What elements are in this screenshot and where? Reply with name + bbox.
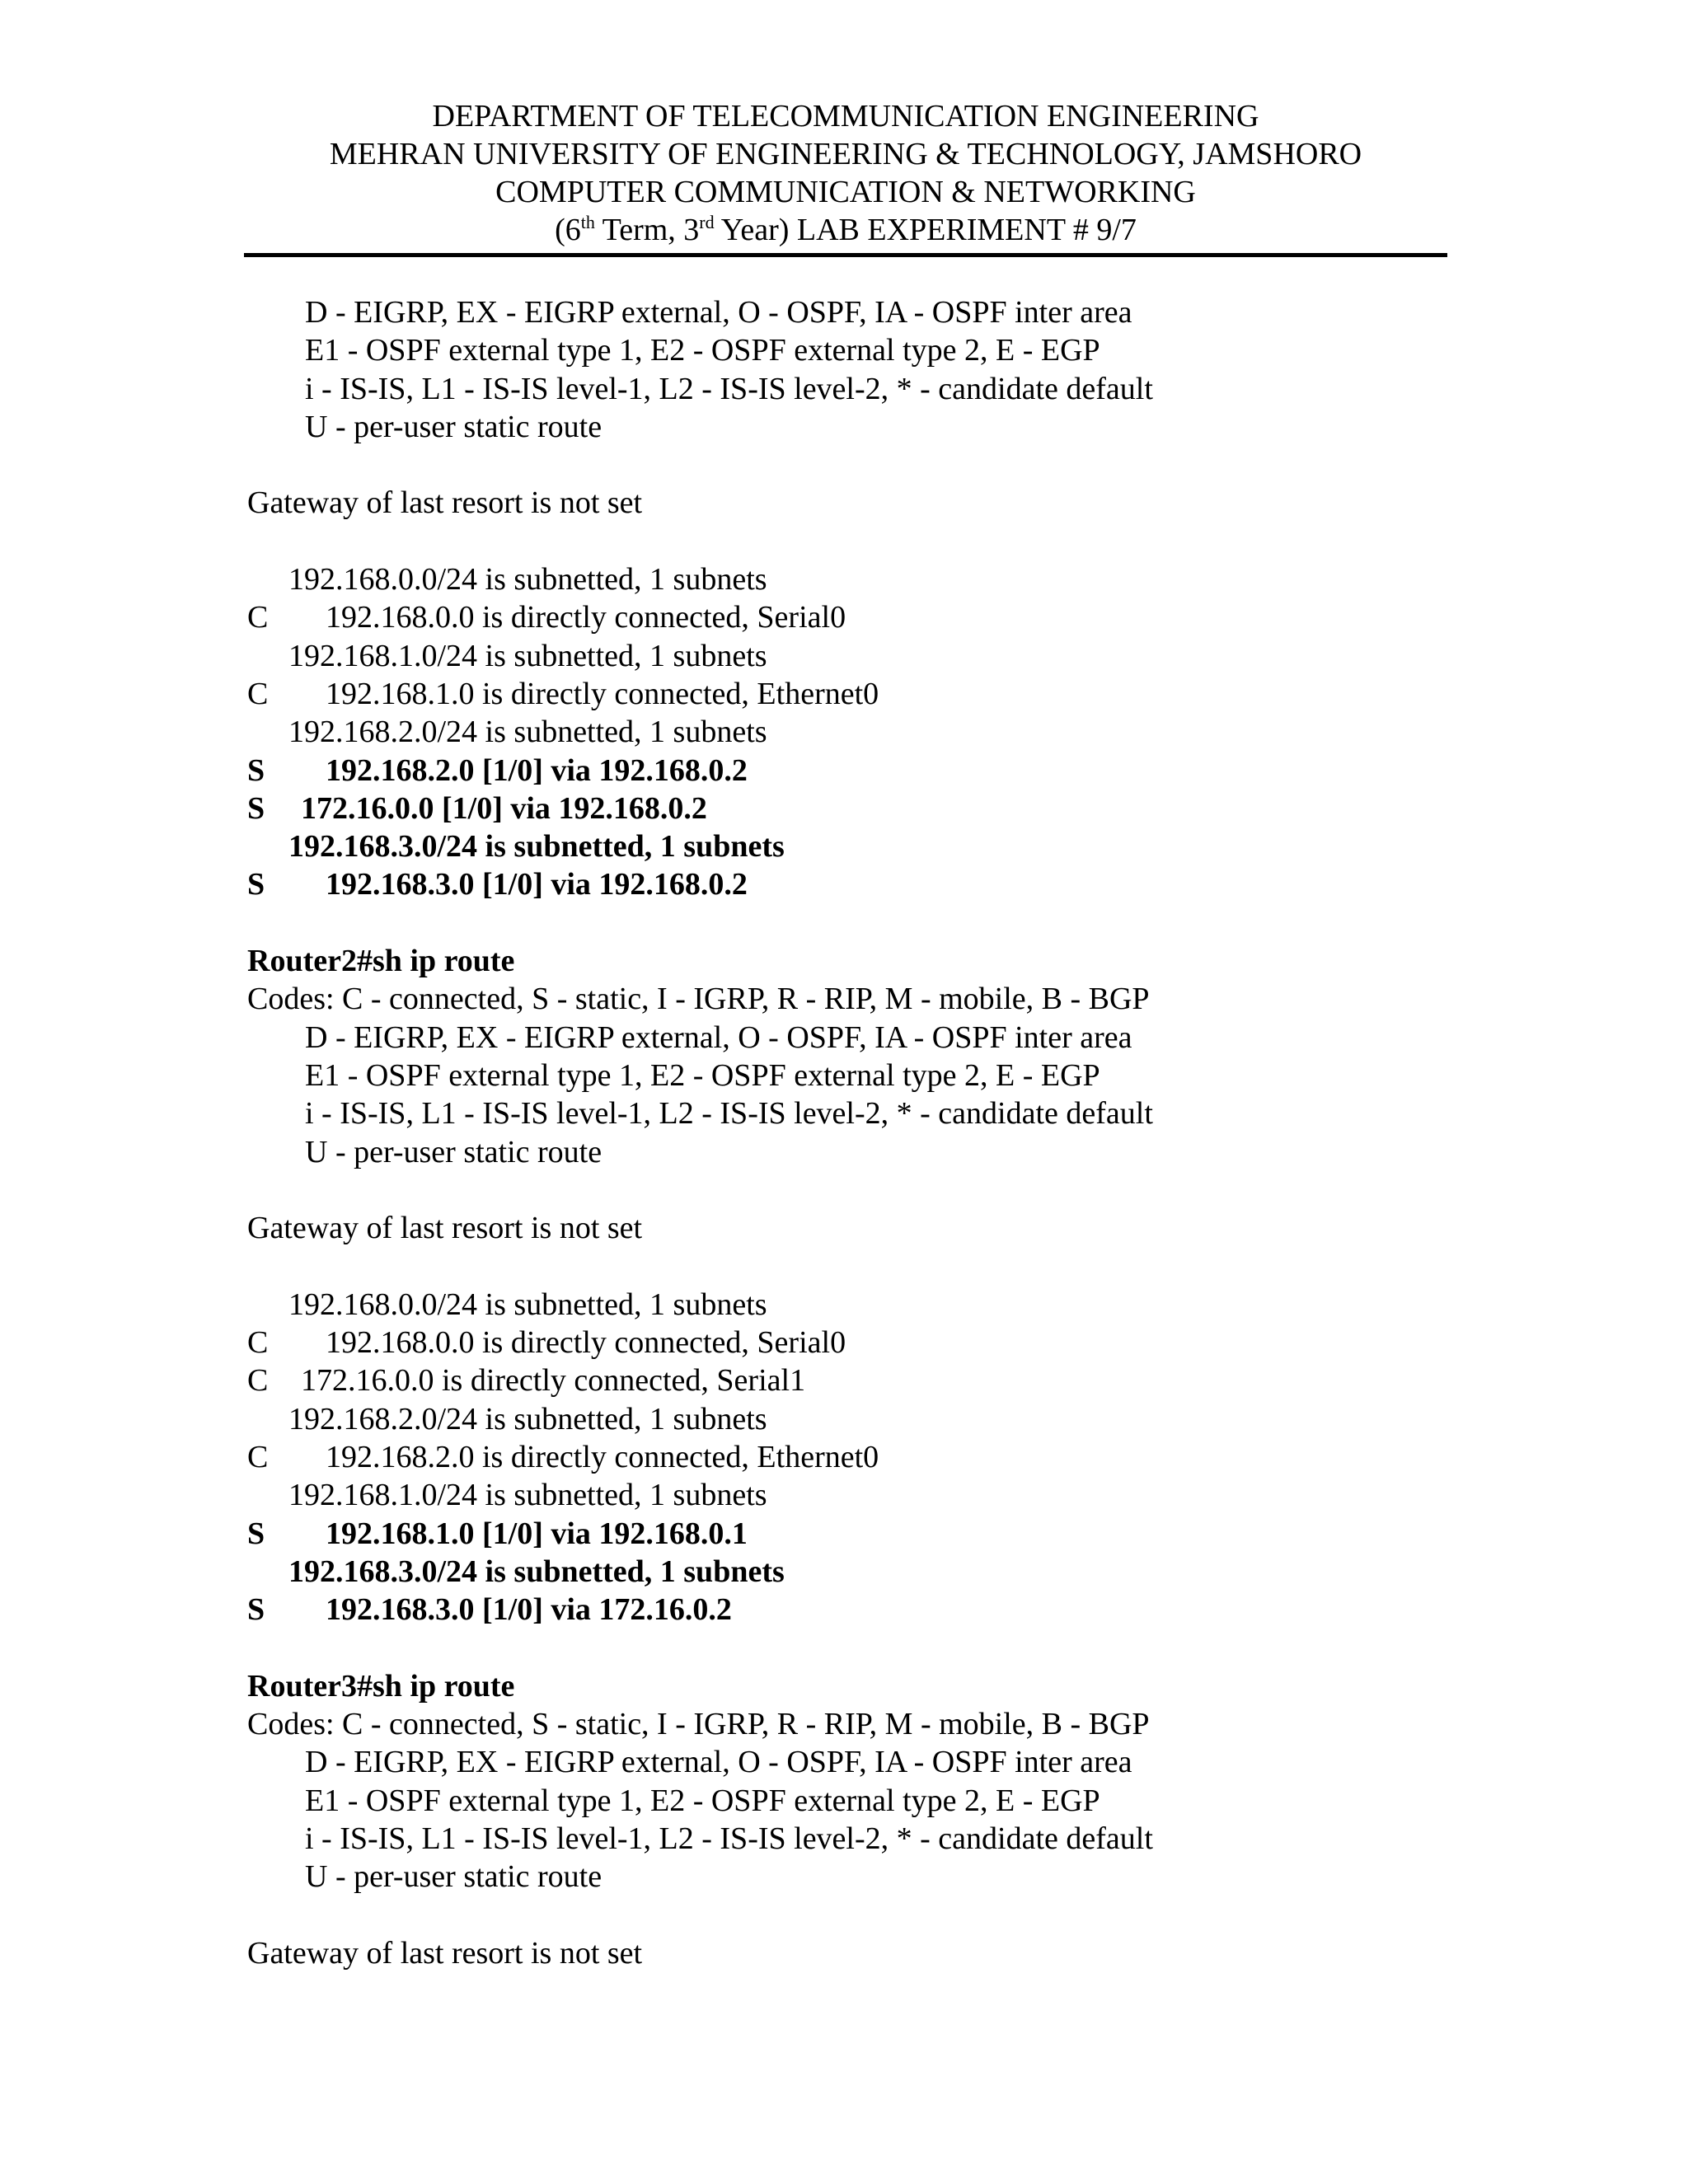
document-header xyxy=(244,97,1447,249)
route-entry: 192.168.0.0/24 is subnetted, 1 subnets xyxy=(288,1286,767,1322)
codes-line: i - IS-IS, L1 - IS-IS level-1, L2 - IS-IS level-2, * - candidate default xyxy=(305,371,1153,406)
codes-line: i - IS-IS, L1 - IS-IS level-1, L2 - IS-IS level-2, * - candidate default xyxy=(305,1096,1153,1132)
route-entry: C 192.168.0.0 is directly connected, Serial0 xyxy=(247,600,846,635)
codes-line: E1 - OSPF external type 1, E2 - OSPF external type 2, E - EGP xyxy=(305,1783,1100,1818)
router3-command: Router3#sh ip route xyxy=(247,1668,515,1704)
codes-line: D - EIGRP, EX - EIGRP external, O - OSPF, IA - OSPF inter area xyxy=(305,295,1132,330)
gateway-line: Gateway of last resort is not set xyxy=(247,1935,643,1971)
university-title: MEHRAN UNIVERSITY OF ENGINEERING & TECHNOLOGY, JAMSHORO xyxy=(329,137,1362,171)
course-title: COMPUTER COMMUNICATION & NETWORKING xyxy=(495,175,1196,209)
route-entry: C 192.168.0.0 is directly connected, Serial0 xyxy=(247,1325,846,1361)
codes-line: E1 - OSPF external type 1, E2 - OSPF external type 2, E - EGP xyxy=(305,333,1100,368)
route-entry: 192.168.1.0/24 is subnetted, 1 subnets xyxy=(288,638,767,673)
codes-line: E1 - OSPF external type 1, E2 - OSPF external type 2, E - EGP xyxy=(305,1057,1100,1093)
route-entry: C 172.16.0.0 is directly connected, Serial1 xyxy=(247,1363,806,1399)
codes-line: D - EIGRP, EX - EIGRP external, O - OSPF, IA - OSPF inter area xyxy=(305,1019,1132,1055)
header-divider xyxy=(244,253,1447,257)
route-entry: S 192.168.3.0 [1/0] via 172.16.0.2 xyxy=(247,1592,732,1628)
gateway-line: Gateway of last resort is not set xyxy=(247,485,643,521)
route-entry: 192.168.3.0/24 is subnetted, 1 subnets xyxy=(288,829,785,865)
document-body xyxy=(247,293,1434,1972)
experiment-title: (6th Term, 3rd Year) LAB EXPERIMENT # 9/7 xyxy=(555,212,1137,247)
codes-line: Codes: C - connected, S - static, I - IGRP, R - RIP, M - mobile, B - BGP xyxy=(247,1706,1150,1741)
codes-line: D - EIGRP, EX - EIGRP external, O - OSPF, IA - OSPF inter area xyxy=(305,1745,1132,1780)
route-entry: C 192.168.2.0 is directly connected, Ethernet0 xyxy=(247,1439,879,1474)
codes-line: U - per-user static route xyxy=(305,1859,603,1895)
gateway-line: Gateway of last resort is not set xyxy=(247,1211,643,1246)
route-entry: C 192.168.1.0 is directly connected, Ethernet0 xyxy=(247,676,879,711)
route-entry: 192.168.2.0/24 is subnetted, 1 subnets xyxy=(288,1401,767,1436)
route-entry: S 172.16.0.0 [1/0] via 192.168.0.2 xyxy=(247,790,707,826)
codes-line: U - per-user static route xyxy=(305,409,603,444)
route-entry: S 192.168.2.0 [1/0] via 192.168.0.2 xyxy=(247,752,748,788)
route-entry: S 192.168.3.0 [1/0] via 192.168.0.2 xyxy=(247,867,748,902)
route-entry: 192.168.0.0/24 is subnetted, 1 subnets xyxy=(288,562,767,598)
route-entry: 192.168.2.0/24 is subnetted, 1 subnets xyxy=(288,715,767,750)
router2-command: Router2#sh ip route xyxy=(247,944,515,979)
codes-line: i - IS-IS, L1 - IS-IS level-1, L2 - IS-IS level-2, * - candidate default xyxy=(305,1821,1153,1856)
department-title: DEPARTMENT OF TELECOMMUNICATION ENGINEERING xyxy=(432,99,1259,134)
route-entry: S 192.168.1.0 [1/0] via 192.168.0.1 xyxy=(247,1516,748,1551)
codes-line: U - per-user static route xyxy=(305,1134,603,1169)
route-entry: 192.168.1.0/24 is subnetted, 1 subnets xyxy=(288,1478,767,1513)
codes-line: Codes: C - connected, S - static, I - IGRP, R - RIP, M - mobile, B - BGP xyxy=(247,982,1150,1017)
route-entry: 192.168.3.0/24 is subnetted, 1 subnets xyxy=(288,1554,785,1589)
